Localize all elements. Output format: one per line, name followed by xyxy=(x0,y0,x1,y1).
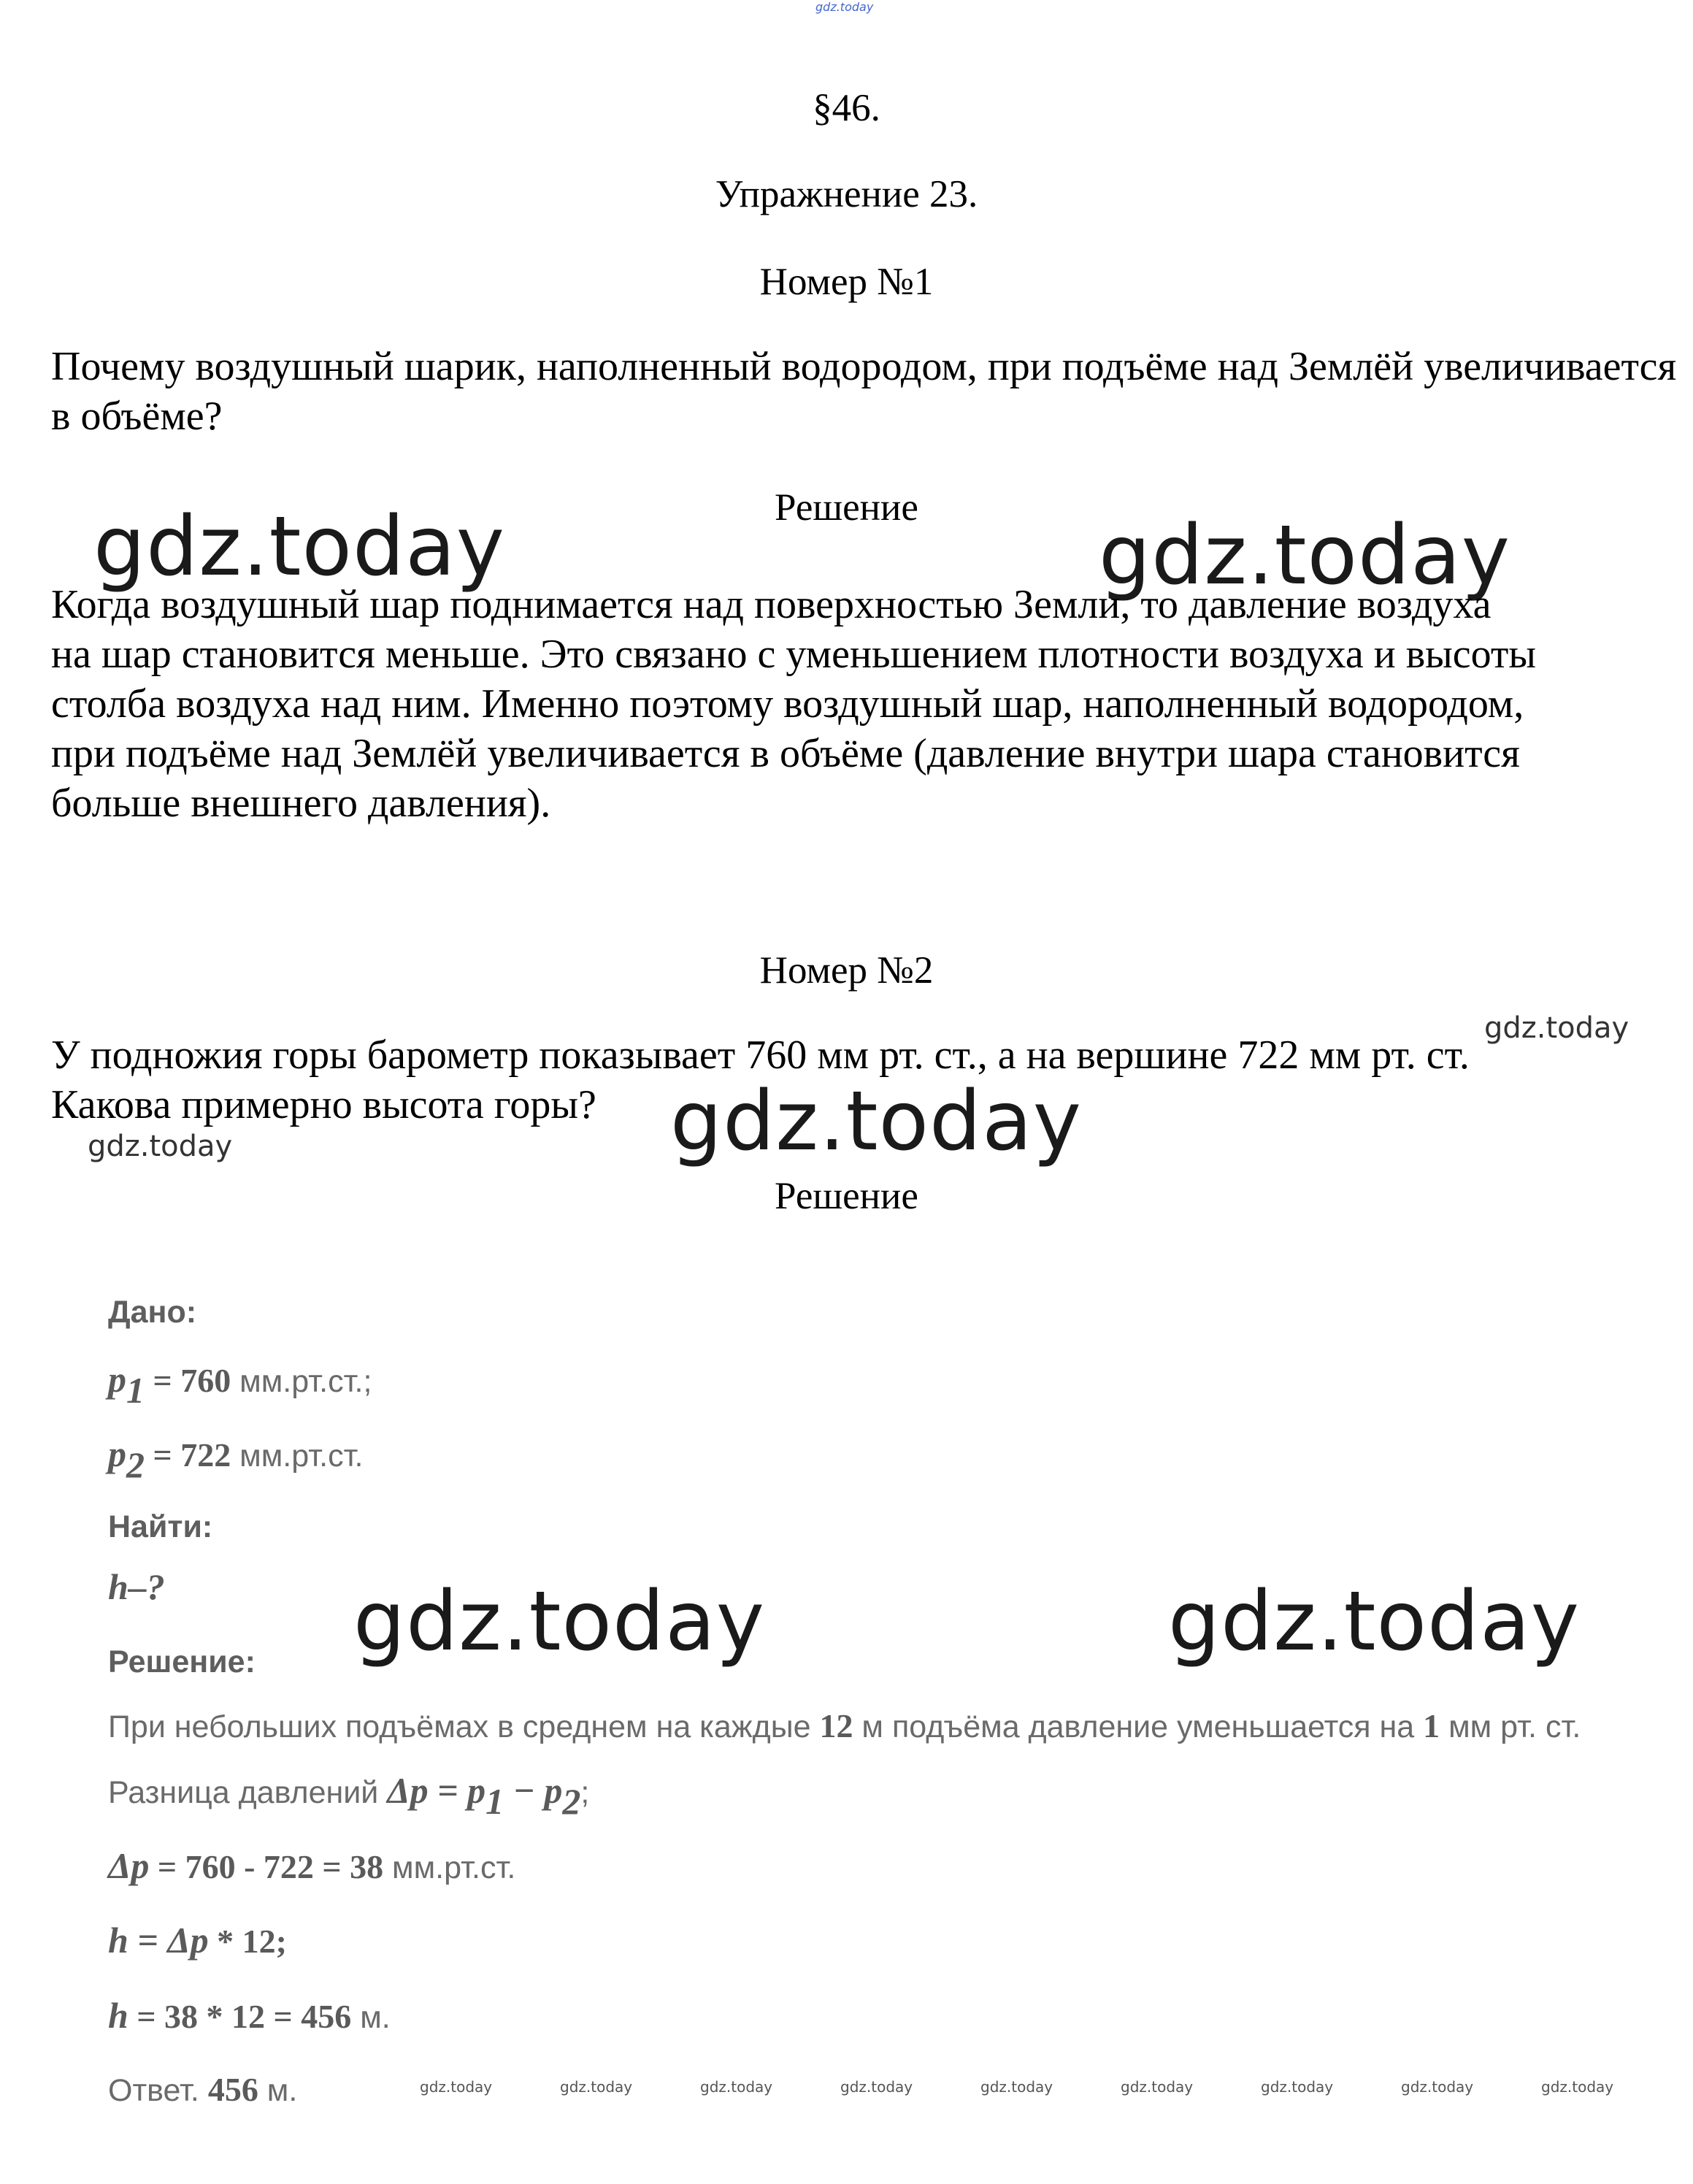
height-calc: h = 38 * 12 = 456 м. xyxy=(108,1995,391,2036)
task2-solution-title: Решение xyxy=(775,1175,918,1217)
task1-solution-title: Решение xyxy=(775,486,918,529)
given-p1: $p_1 = 760$ мм.рт.ст.; xyxy=(108,1359,372,1411)
watermark-tiny: gdz.today xyxy=(980,2078,1053,2096)
watermark-small: gdz.today xyxy=(88,1130,233,1163)
watermark-tiny: gdz.today xyxy=(840,2078,913,2096)
pressure-difference-calc: Δp = 760 - 722 = 38 мм.рт.ст. xyxy=(108,1845,516,1886)
find-var: h–? xyxy=(108,1566,165,1607)
watermark-tiny: gdz.today xyxy=(560,2078,633,2096)
watermark-tiny: gdz.today xyxy=(700,2078,773,2096)
answer-line: столба воздуха над ним. Именно поэтому воздушный шар, наполненный водородом, xyxy=(51,681,1524,727)
task1-number: Номер №1 xyxy=(759,261,934,303)
top-watermark: gdz.today xyxy=(815,0,874,14)
task1-answer xyxy=(51,580,1536,828)
watermark-small: gdz.today xyxy=(1484,1011,1629,1045)
pressure-difference-formula: Разница давлений $\Delta p = p_1 - p_2$; xyxy=(108,1770,590,1822)
answer-line: больше внешнего давления). xyxy=(51,781,551,826)
watermark-tiny: gdz.today xyxy=(1261,2078,1334,2096)
task1-question: Почему воздушный шарик, наполненный водородом, при подъёме над Землёй увеличивается в объёме? xyxy=(51,344,1677,439)
height-formula: h = Δp * 12; xyxy=(108,1920,287,1961)
watermark-large: gdz.today xyxy=(353,1574,766,1669)
section-heading: §46. xyxy=(813,87,880,129)
given-p2: $p_2 = 722$ мм.рт.ст. xyxy=(108,1433,364,1485)
watermark-large: gdz.today xyxy=(1099,508,1511,603)
watermark-tiny: gdz.today xyxy=(420,2078,493,2096)
watermark-large: gdz.today xyxy=(1168,1574,1581,1669)
rule-text: При небольших подъёмах в среднем на каждые 12 м подъёма давление уменьшается на 1 мм рт. ст. xyxy=(108,1707,1581,1744)
given-label: Дано: xyxy=(108,1295,197,1330)
question-line: У подножия горы барометр показывает 760 мм рт. ст., а на вершине 722 мм рт. ст. xyxy=(51,1032,1470,1078)
find-label: Найти: xyxy=(108,1509,213,1544)
watermark-tiny: gdz.today xyxy=(1541,2078,1614,2096)
answer-line: на шар становится меньше. Это связано с уменьшением плотности воздуха и высоты xyxy=(51,632,1537,677)
task2-number: Номер №2 xyxy=(759,949,934,992)
watermark-tiny: gdz.today xyxy=(1121,2078,1194,2096)
exercise-heading: Упражнение 23. xyxy=(715,173,978,215)
watermark-large: gdz.today xyxy=(670,1074,1083,1169)
watermark-tiny: gdz.today xyxy=(1401,2078,1474,2096)
final-answer: Ответ. 456 м. xyxy=(108,2071,298,2108)
watermark-large: gdz.today xyxy=(93,499,506,594)
answer-line: при подъёме над Землёй увеличивается в объёме (давление внутри шара становится xyxy=(51,731,1520,776)
answer-line: Когда воздушный шар поднимается над поверхностью Земли, то давление воздуха xyxy=(51,582,1492,627)
solution-label: Решение: xyxy=(108,1644,256,1679)
question-line: Какова примерно высота горы? xyxy=(51,1082,596,1127)
